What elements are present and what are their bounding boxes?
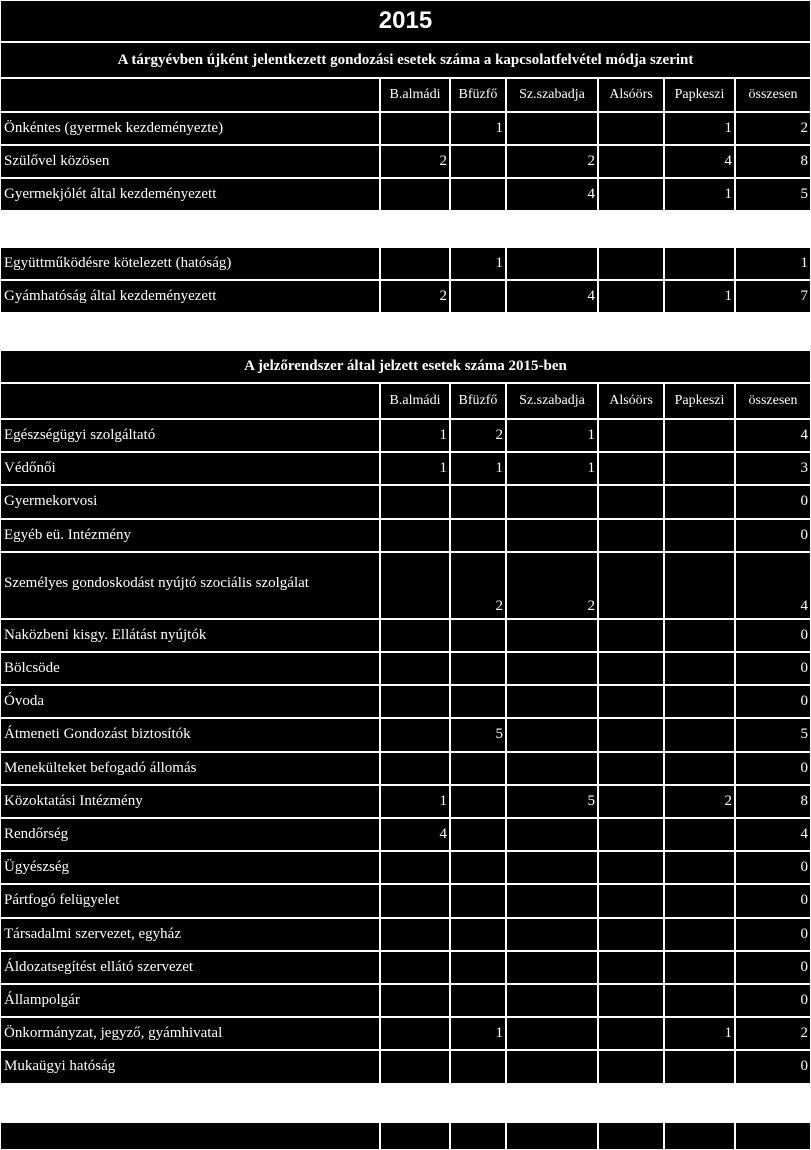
section2-cell-value: 1 [664, 1017, 735, 1050]
section1-cell-value [598, 247, 664, 280]
section2-cell-value [450, 1050, 506, 1083]
section2-cell-value: 0 [735, 851, 811, 884]
section2-cell-value [598, 552, 664, 619]
section1-cell-value: 1 [664, 280, 735, 313]
section2-cell-value [450, 752, 506, 785]
section2-cell-value [506, 984, 598, 1017]
section2-cell-value: 1 [506, 452, 598, 485]
section2-table-row [0, 818, 811, 851]
section1-column-header: Bfüzfő [450, 78, 506, 112]
section1-cell-value [506, 247, 598, 280]
section2-cell-value: 4 [735, 552, 811, 619]
section2-cell-value [664, 984, 735, 1017]
section1-cell-value [598, 145, 664, 178]
section2-column-header: összesen [735, 383, 811, 419]
section1-header-row [0, 78, 811, 112]
section2-cell-value: 0 [735, 485, 811, 518]
section2-cell-value [598, 918, 664, 951]
section1-column-header: összesen [735, 78, 811, 112]
section2-cell-value: 1 [506, 419, 598, 452]
section2-cell-value [506, 951, 598, 984]
section2-cell-value [506, 1017, 598, 1050]
section2-cell-value: 0 [735, 519, 811, 552]
section1-row-label: Szülővel közösen [0, 145, 380, 178]
empty-cell [664, 1122, 735, 1150]
section1-cell-value [598, 112, 664, 145]
section2-table-row [0, 419, 811, 452]
section2-row-label: Mukaügyi hatóság [0, 1050, 380, 1083]
section2-table-row [0, 685, 811, 718]
section2-cell-value: 1 [450, 1017, 506, 1050]
section2-cell-value [664, 619, 735, 652]
section1-cell-value [380, 178, 450, 211]
section2-cell-value [598, 884, 664, 917]
section2-cell-value [380, 884, 450, 917]
section2-cell-value [506, 1050, 598, 1083]
section1-row-label: Gyámhatóság által kezdeményezett [0, 280, 380, 313]
empty-cell [506, 1122, 598, 1150]
section2-cell-value [450, 851, 506, 884]
empty-cell [450, 1122, 506, 1150]
section2-cell-value [506, 918, 598, 951]
section2-cell-value [380, 918, 450, 951]
section2-cell-value [450, 685, 506, 718]
section2-table-row [0, 785, 811, 818]
section1-cell-value: 2 [735, 112, 811, 145]
section2-cell-value [506, 884, 598, 917]
section2-row-label: Óvoda [0, 685, 380, 718]
section2-cell-value [380, 752, 450, 785]
section1-cell-value [380, 112, 450, 145]
section1-cell-value: 8 [735, 145, 811, 178]
section2-table-row [0, 485, 811, 518]
section2-table-row [0, 1017, 811, 1050]
section2-row-label: Gyermekorvosi [0, 485, 380, 518]
section2-cell-value [380, 718, 450, 751]
section1-table-row [0, 145, 811, 178]
section2-cell-value: 1 [450, 452, 506, 485]
section2-cell-value [664, 552, 735, 619]
section2-cell-value: 5 [450, 718, 506, 751]
section2-cell-value [664, 752, 735, 785]
section2-column-header: Bfüzfő [450, 383, 506, 419]
section1-cell-value [450, 280, 506, 313]
year-title: 2015 [0, 0, 811, 42]
section1-cell-value [664, 247, 735, 280]
section2-cell-value: 4 [380, 818, 450, 851]
year-row [0, 0, 811, 42]
section1-cell-value: 4 [506, 178, 598, 211]
section2-table-row [0, 951, 811, 984]
section2-cell-value [380, 552, 450, 619]
section2-cell-value [598, 818, 664, 851]
section2-row-label: Állampolgár [0, 984, 380, 1017]
section1-cell-value: 1 [664, 178, 735, 211]
section1-cell-value: 7 [735, 280, 811, 313]
section2-cell-value: 0 [735, 619, 811, 652]
section2-cell-value [664, 818, 735, 851]
section1-cell-value: 4 [506, 280, 598, 313]
empty-cell [735, 1122, 811, 1150]
section1-table-row [0, 247, 811, 280]
section1-cell-value: 1 [450, 247, 506, 280]
section2-cell-value: 0 [735, 1050, 811, 1083]
section2-cell-value: 0 [735, 884, 811, 917]
section2-cell-value [598, 752, 664, 785]
section2-cell-value: 0 [735, 984, 811, 1017]
section2-cell-value [450, 485, 506, 518]
section1-title-row [0, 42, 811, 78]
section2-cell-value [598, 1017, 664, 1050]
section2-row-label: Áldozatsegítést ellátó szervezet [0, 951, 380, 984]
section2-cell-value [506, 851, 598, 884]
section2-row-label: Közoktatási Intézmény [0, 785, 380, 818]
section2-cell-value [506, 718, 598, 751]
empty-cell [598, 1122, 664, 1150]
section2-cell-value: 1 [380, 452, 450, 485]
section2-cell-value: 2 [664, 785, 735, 818]
section2-row-label: Naközbeni kisgy. Ellátást nyújtók [0, 619, 380, 652]
section2-cell-value: 0 [735, 752, 811, 785]
section1-cell-value: 2 [506, 145, 598, 178]
section2-cell-value [380, 984, 450, 1017]
empty-cell [0, 1122, 380, 1150]
section2-table-row [0, 984, 811, 1017]
empty-cell [380, 1122, 450, 1150]
section2-cell-value [598, 718, 664, 751]
section2-cell-value [598, 652, 664, 685]
section2-cell-value [664, 485, 735, 518]
section1-header-blank [0, 78, 380, 112]
section1-table-row [0, 280, 811, 313]
section2-cell-value [450, 951, 506, 984]
section2-cell-value [664, 519, 735, 552]
section1-row-label: Gyermekjólét által kezdeményezett [0, 178, 380, 211]
section2-cell-value: 5 [506, 785, 598, 818]
section2-cell-value [598, 452, 664, 485]
section2-cell-value [598, 984, 664, 1017]
section2-cell-value [598, 519, 664, 552]
section1-title: A tárgyévben újként jelentkezett gondozási esetek száma a kapcsolatfelvétel módja szerint [0, 42, 811, 78]
section2-row-label: Ügyészség [0, 851, 380, 884]
section2-table-row [0, 519, 811, 552]
section2-cell-value [664, 718, 735, 751]
section2-table-row [0, 752, 811, 785]
section2-cell-value [598, 785, 664, 818]
section2-row-label: Menekülteket befogadó állomás [0, 752, 380, 785]
section1-column-header: Papkeszi [664, 78, 735, 112]
section1-column-header: Sz.szabadja [506, 78, 598, 112]
section2-table-row [0, 884, 811, 917]
section2-cell-value: 4 [735, 419, 811, 452]
section2-title: A jelzőrendszer által jelzett esetek száma 2015-ben [0, 350, 811, 383]
section2-cell-value [380, 485, 450, 518]
section2-cell-value [506, 485, 598, 518]
section2-cell-value [380, 951, 450, 984]
section2-cell-value [506, 519, 598, 552]
section2-cell-value [664, 884, 735, 917]
section2-cell-value [506, 685, 598, 718]
section2-cell-value [380, 1017, 450, 1050]
section2-cell-value: 1 [380, 785, 450, 818]
section1-cell-value [598, 280, 664, 313]
section2-cell-value: 8 [735, 785, 811, 818]
section2-table-row [0, 918, 811, 951]
empty-table-row [0, 1122, 811, 1150]
section1-cell-value [450, 178, 506, 211]
section2-table-row [0, 718, 811, 751]
section2-table-row [0, 652, 811, 685]
section1-cell-value: 1 [450, 112, 506, 145]
section2-row-label: Átmeneti Gondozást biztosítók [0, 718, 380, 751]
section2-cell-value [450, 519, 506, 552]
section2-title-row [0, 350, 811, 383]
section2-cell-value: 0 [735, 685, 811, 718]
section1-column-header: B.almádi [380, 78, 450, 112]
section2-table-row [0, 851, 811, 884]
section2-cell-value: 0 [735, 652, 811, 685]
section1-cell-value [450, 145, 506, 178]
section2-cell-value [380, 851, 450, 884]
section1-cell-value [598, 178, 664, 211]
section1-cell-value: 1 [664, 112, 735, 145]
section2-header-blank [0, 383, 380, 419]
section2-cell-value [664, 419, 735, 452]
section2-row-label: Bölcsöde [0, 652, 380, 685]
section2-column-header: B.almádi [380, 383, 450, 419]
section2-cell-value [450, 785, 506, 818]
section1-cell-value: 1 [735, 247, 811, 280]
section2-cell-value: 2 [735, 1017, 811, 1050]
section1-table-row [0, 112, 811, 145]
section2-cell-value [664, 685, 735, 718]
section2-cell-value [598, 951, 664, 984]
section2-column-header: Papkeszi [664, 383, 735, 419]
section1-table-row [0, 178, 811, 211]
section2-cell-value: 4 [735, 818, 811, 851]
section1-row-label: Önkéntes (gyermek kezdeményezte) [0, 112, 380, 145]
section2-column-header: Alsóörs [598, 383, 664, 419]
section2-cell-value: 0 [735, 951, 811, 984]
section2-table-row [0, 1050, 811, 1083]
section2-cell-value [380, 652, 450, 685]
section2-cell-value [598, 685, 664, 718]
section2-cell-value [450, 818, 506, 851]
section2-cell-value [450, 984, 506, 1017]
section2-cell-value [380, 1050, 450, 1083]
section2-cell-value [598, 419, 664, 452]
section2-cell-value [380, 619, 450, 652]
section2-cell-value [664, 1050, 735, 1083]
section2-cell-value [664, 918, 735, 951]
section2-cell-value: 3 [735, 452, 811, 485]
section2-cell-value [664, 851, 735, 884]
section2-cell-value [506, 752, 598, 785]
section2-row-label: Társadalmi szervezet, egyház [0, 918, 380, 951]
section1-row-label: Együttműködésre kötelezett (hatóság) [0, 247, 380, 280]
section2-cell-value [380, 685, 450, 718]
section2-row-label: Védőnői [0, 452, 380, 485]
section1-cell-value: 4 [664, 145, 735, 178]
section2-row-label: Egyéb eü. Intézmény [0, 519, 380, 552]
section1-cell-value: 2 [380, 280, 450, 313]
section2-cell-value [380, 519, 450, 552]
section2-cell-value [450, 918, 506, 951]
section2-table-row [0, 452, 811, 485]
section2-table-row [0, 619, 811, 652]
section2-cell-value: 0 [735, 918, 811, 951]
section2-row-label: Pártfogó felügyelet [0, 884, 380, 917]
section2-cell-value [506, 652, 598, 685]
section2-row-label: Egészségügyi szolgáltató [0, 419, 380, 452]
section2-table-row [0, 552, 811, 619]
section2-cell-value: 5 [735, 718, 811, 751]
section1-cell-value [380, 247, 450, 280]
section2-cell-value [450, 884, 506, 917]
section2-cell-value [664, 951, 735, 984]
section2-cell-value: 1 [380, 419, 450, 452]
section2-cell-value [598, 1050, 664, 1083]
section2-cell-value [506, 619, 598, 652]
section2-row-label: Önkormányzat, jegyző, gyámhivatal [0, 1017, 380, 1050]
section2-cell-value [664, 452, 735, 485]
section2-cell-value [598, 619, 664, 652]
section2-row-label: Személyes gondoskodást nyújtó szociális szolgálat [0, 552, 380, 619]
section2-cell-value [598, 851, 664, 884]
section2-cell-value: 2 [450, 552, 506, 619]
section1-cell-value [506, 112, 598, 145]
section2-cell-value: 2 [450, 419, 506, 452]
section1-cell-value: 5 [735, 178, 811, 211]
section2-cell-value: 2 [506, 552, 598, 619]
section2-cell-value [664, 652, 735, 685]
section2-cell-value [450, 619, 506, 652]
section1-column-header: Alsóörs [598, 78, 664, 112]
section2-column-header: Sz.szabadja [506, 383, 598, 419]
section2-header-row [0, 383, 811, 419]
section2-cell-value [598, 485, 664, 518]
section1-cell-value: 2 [380, 145, 450, 178]
section2-row-label: Rendőrség [0, 818, 380, 851]
section2-cell-value [506, 818, 598, 851]
section2-cell-value [450, 652, 506, 685]
